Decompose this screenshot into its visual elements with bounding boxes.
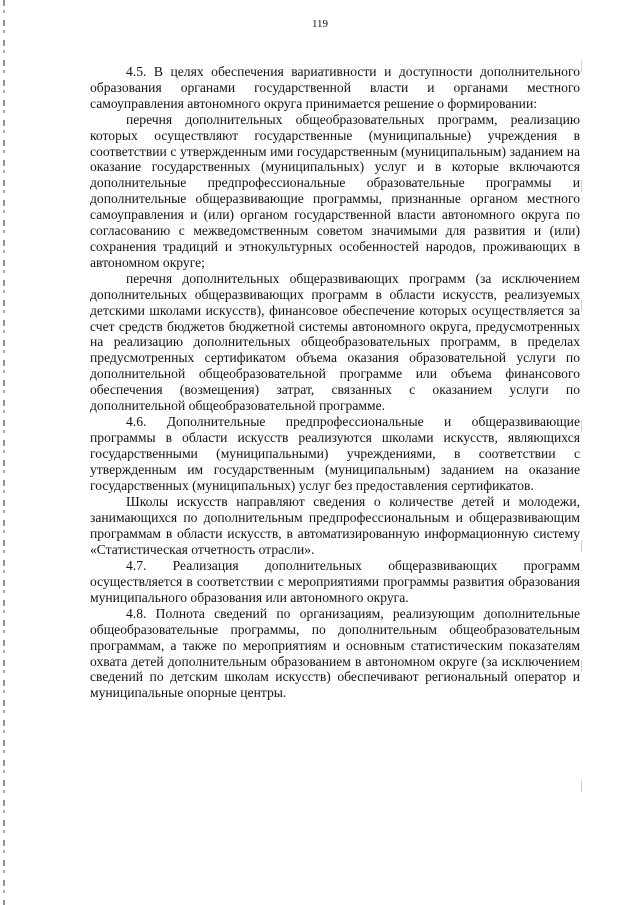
paragraph-4-7: 4.7. Реализация дополнительных общеразвивающих программ осуществляется в соответствии с мероприятиями программы развития образования муниципального образования или автономного округа. [90, 558, 580, 605]
paragraph-list-item-2: перечня дополнительных общеразвивающих программ (за исключением дополнительных общеразвивающих программ в области искусств, реализуемых детскими школами искусств), финансовое обеспечение которых осуществляется за счет средств бюджетов бюджетной системы автономного округа, предусмотренных на реализацию дополнительных общеобразовательных программ, в пределах предусмотренных сертификатом объема оказания образовательной услуги по дополнительной общеобразовательной программе или объема финансового обеспечения (возмещения) затрат, связанных с оказанием услуги по дополнительной общеобразовательной программе. [90, 270, 580, 414]
document-body [90, 64, 580, 701]
paragraph-art-schools: Школы искусств направляют сведения о количестве детей и молодежи, занимающихся по дополнительным предпрофессиональным и общеразвивающим программам в области искусств, в автоматизированную информационную систему «Статистическая отчетность отрасли». [90, 494, 580, 558]
paragraph-4-6: 4.6. Дополнительные предпрофессиональные и общеразвивающие программы в области искусств реализуются школами искусств, являющихся государственными (муниципальными) учреждениями, в соответствии с утвержденным им государственным (муниципальным) заданием на оказание государственных (муниципальных) услуг без предоставления сертификатов. [90, 413, 580, 493]
paragraph-list-item-1: перечня дополнительных общеобразовательных программ, реализацию которых осуществляют государственные (муниципальные) учреждения в соответствии с утвержденным ими государственным (муниципальным) заданием на оказание государственных (муниципальных) услуг и в которые включаются дополнительные предпрофессиональные образовательные программы и дополнительные общеразвивающие программы, признанные органом местного самоуправления и (или) органом государственной власти автономного округа по согласованию с межведомственным советом значимыми для развития и (или) сохранения традиций и этнокультурных особенностей народов, проживающих в автономном округе; [90, 111, 580, 270]
page-number: 119 [311, 18, 329, 30]
paragraph-4-8: 4.8. Полнота сведений по организациям, реализующим дополнительные общеобразовательные программы, по дополнительным общеобразовательным программам, а также по мероприятиям и основным статистическим показателям охвата детей дополнительным образованием в автономном округе (за исключением сведений по детским школам искусств) обеспечивают региональный оператор и муниципальные опорные центры. [90, 605, 580, 701]
scan-edge-right [581, 20, 582, 900]
scan-edge-left [3, 0, 5, 905]
paragraph-4-5: 4.5. В целях обеспечения вариативности и доступности дополнительного образования органами государственной власти и органами местного самоуправления автономного округа принимается решение о формировании: [90, 64, 580, 111]
